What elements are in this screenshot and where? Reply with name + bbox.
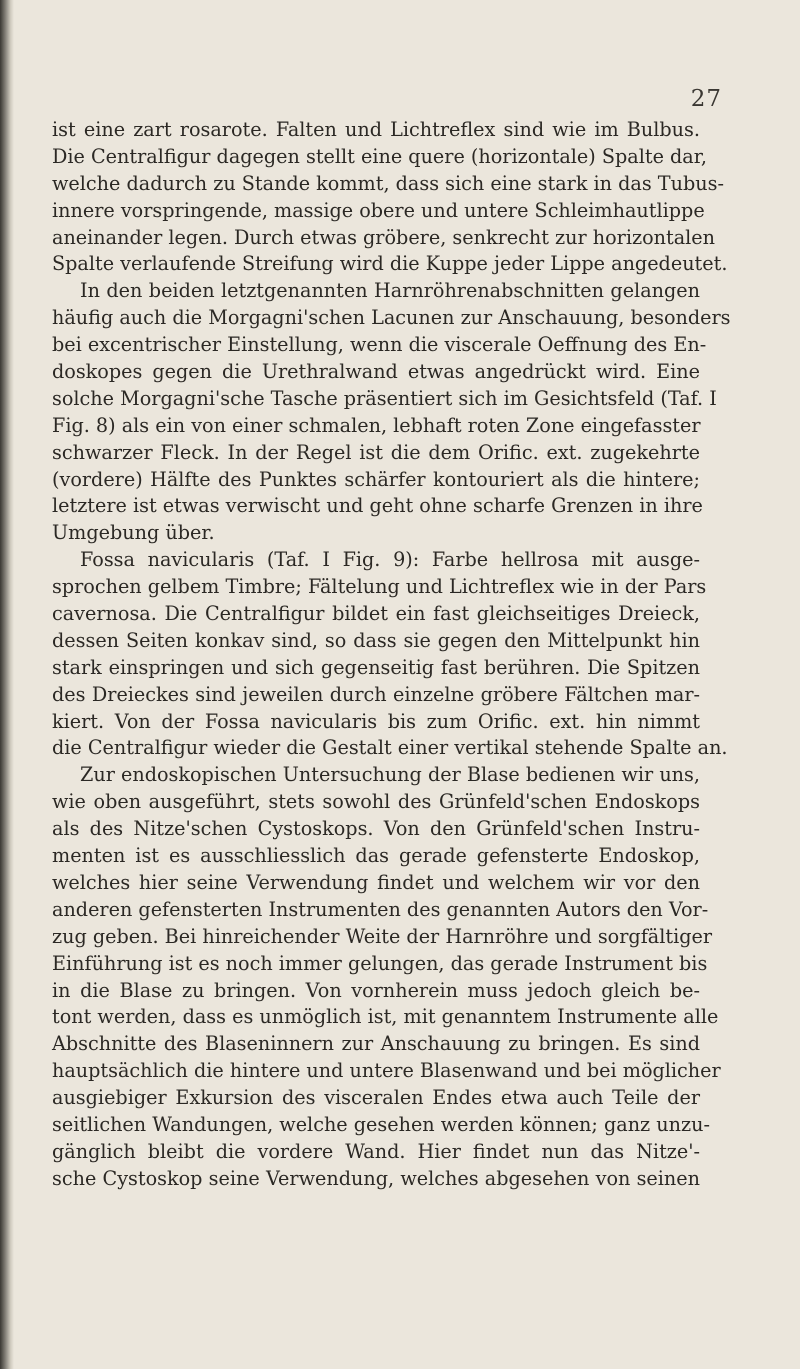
text-line: Die Centralfigur dagegen stellt eine quere (horizontale) Spalte dar, (52, 144, 707, 168)
text-line: zug geben. Bei hinreichender Weite der Harnröhre und sorgfältiger (52, 924, 713, 948)
text-line: in die Blase zu bringen. Von vornherein muss jedoch gleich be- (52, 978, 700, 1002)
text-line: aneinander legen. Durch etwas gröbere, senkrecht zur horizontalen (52, 225, 715, 249)
text-line: In den beiden letztgenannten Harnröhrenabschnitten gelangen (80, 279, 700, 303)
page-number: 27 (690, 86, 722, 112)
text-line: seitlichen Wandungen, welche gesehen werden können; ganz unzu- (52, 1112, 710, 1136)
text-line: welches hier seine Verwendung findet und welchem wir vor den (52, 870, 700, 894)
text-line: Einführung ist es noch immer gelungen, das gerade Instrument bis (52, 951, 708, 975)
text-line: Fossa navicularis (Taf. I Fig. 9): Farbe hellrosa mit ausge- (80, 548, 700, 572)
text-line: Spalte verlaufende Streifung wird die Kuppe jeder Lippe angedeutet. (52, 252, 728, 276)
text-line: dessen Seiten konkav sind, so dass sie gegen den Mittelpunkt hin (52, 628, 700, 652)
text-line: cavernosa. Die Centralfigur bildet ein fast gleichseitiges Dreieck, (52, 602, 700, 626)
text-line: wie oben ausgeführt, stets sowohl des Grünfeld'schen Endoskops (52, 790, 700, 814)
text-line: Abschnitte des Blaseninnern zur Anschauung zu bringen. Es sind (52, 1032, 700, 1056)
text-line: sprochen gelbem Timbre; Fältelung und Lichtreflex wie in der Pars (52, 575, 707, 599)
text-line: menten ist es ausschliesslich das gerade gefensterte Endoskop, (52, 844, 700, 868)
body-text (52, 117, 731, 1193)
text-line: die Centralfigur wieder die Gestalt einer vertikal stehende Spalte an. (52, 736, 728, 760)
text-line: hauptsächlich die hintere und untere Blasenwand und bei möglicher (52, 1059, 721, 1083)
text-line: gänglich bleibt die vordere Wand. Hier findet nun das Nitze'- (52, 1139, 700, 1163)
text-line: häufig auch die Morgagni'schen Lacunen zur Anschauung, besonders (52, 306, 731, 330)
text-line: Zur endoskopischen Untersuchung der Blase bedienen wir uns, (80, 763, 700, 787)
text-line: doskopes gegen die Urethralwand etwas angedrückt wird. Eine (52, 360, 700, 384)
text-line: des Dreieckes sind jeweilen durch einzelne gröbere Fältchen mar- (52, 682, 700, 706)
text-line: Fig. 8) als ein von einer schmalen, lebhaft roten Zone eingefasster (52, 413, 701, 437)
text-line: als des Nitze'schen Cystoskops. Von den Grünfeld'schen Instru- (52, 817, 700, 841)
page-binding-edge (0, 0, 14, 1369)
text-line: anderen gefensterten Instrumenten des genannten Autors den Vor- (52, 897, 709, 921)
text-line: welche dadurch zu Stande kommt, dass sich eine stark in das Tubus- (52, 171, 724, 195)
text-line: tont werden, dass es unmöglich ist, mit genanntem Instrumente alle (52, 1005, 719, 1029)
text-line: bei excentrischer Einstellung, wenn die viscerale Oeffnung des En- (52, 333, 707, 357)
text-line: solche Morgagni'sche Tasche präsentiert sich im Gesichtsfeld (Taf. I (52, 386, 717, 410)
text-line: Umgebung über. (52, 521, 215, 545)
text-line: ist eine zart rosarote. Falten und Lichtreflex sind wie im Bulbus. (52, 118, 700, 141)
text-line: kiert. Von der Fossa navicularis bis zum Orific. ext. hin nimmt (52, 709, 700, 733)
text-line: stark einspringen und sich gegenseitig fast berühren. Die Spitzen (52, 655, 700, 679)
text-line: innere vorspringende, massige obere und untere Schleimhautlippe (52, 198, 705, 222)
text-line: ausgiebiger Exkursion des visceralen Endes etwa auch Teile der (52, 1086, 700, 1110)
text-line: (vordere) Hälfte des Punktes schärfer kontouriert als die hintere; (52, 467, 700, 491)
text-line: sche Cystoskop seine Verwendung, welches abgesehen von seinen (52, 1166, 700, 1190)
text-line: letztere ist etwas verwischt und geht ohne scharfe Grenzen in ihre (52, 494, 703, 518)
text-line: schwarzer Fleck. In der Regel ist die dem Orific. ext. zugekehrte (52, 440, 700, 464)
